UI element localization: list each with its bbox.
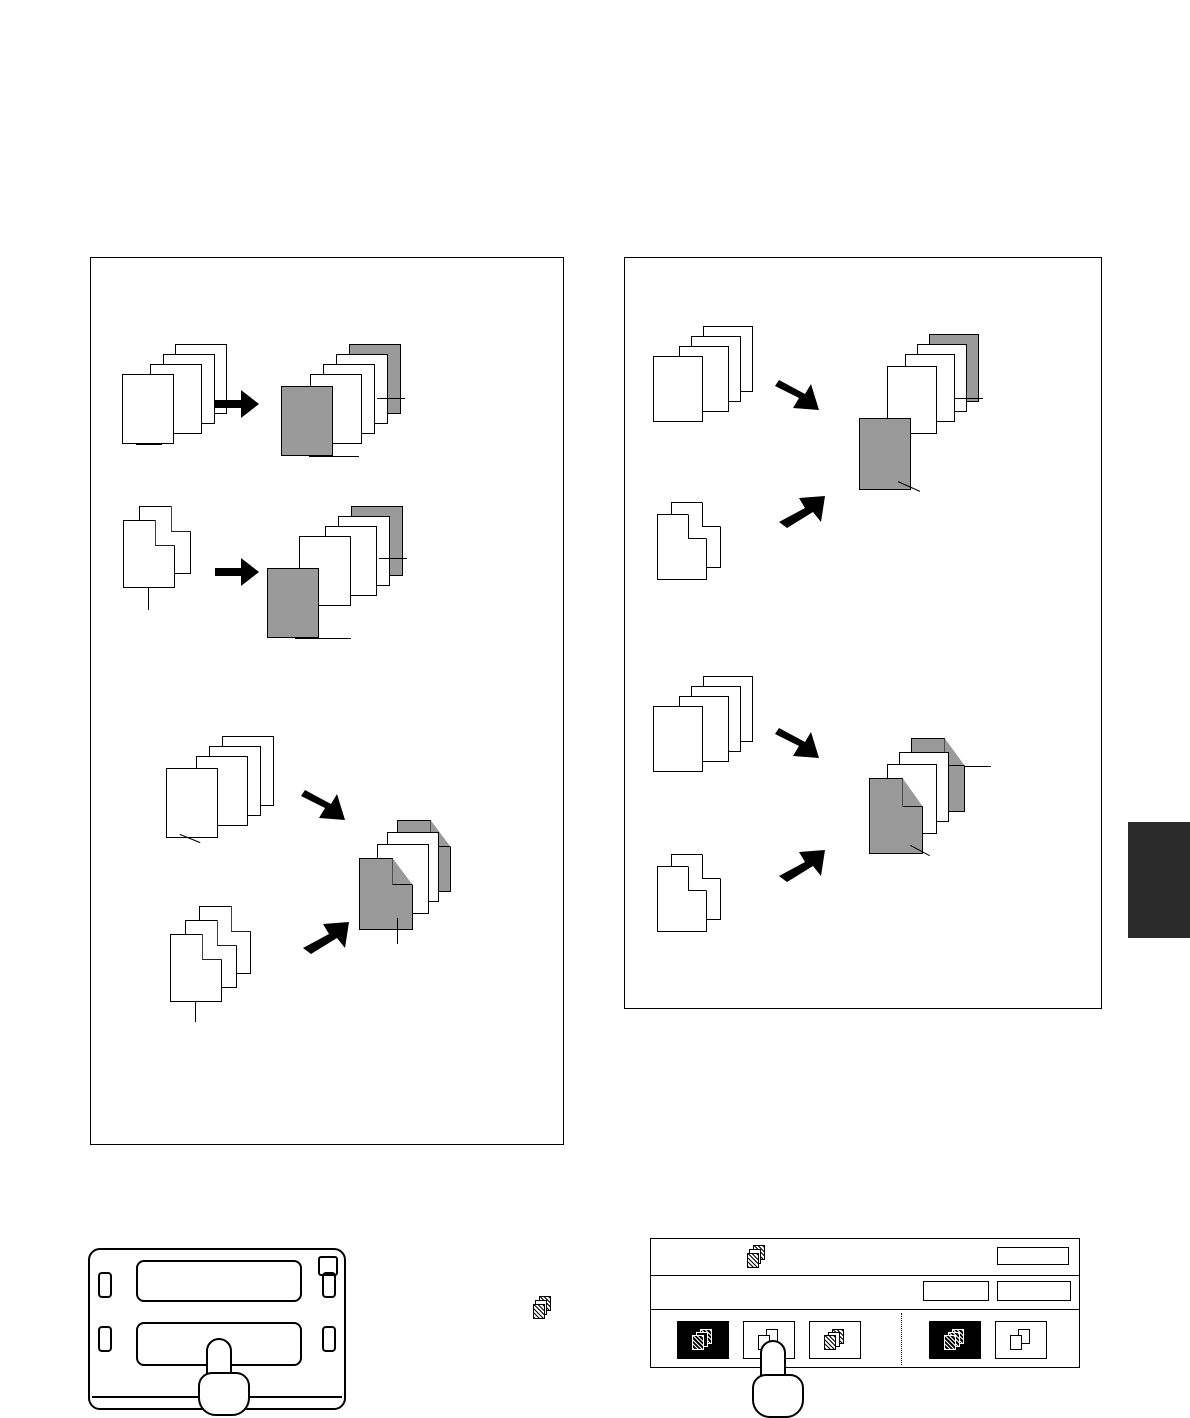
back-cover-sheet	[281, 386, 333, 456]
corner-indicator	[318, 1256, 338, 1276]
back-cover-folded-sheet	[869, 778, 923, 854]
folded-sheet	[123, 520, 175, 588]
diagonal-arrow-icon	[775, 482, 827, 528]
page-edge-tab	[1128, 822, 1190, 938]
leader-line	[955, 398, 983, 399]
left-illustration-panel	[90, 257, 564, 1145]
folded-sheet	[170, 934, 222, 1002]
leader-line	[379, 558, 407, 559]
right-tab-bottom[interactable]	[322, 1326, 336, 1352]
back-cover-folded-sheet	[359, 858, 413, 930]
sheet	[653, 706, 703, 772]
section-separator	[901, 1313, 902, 1365]
row-pill-1[interactable]	[923, 1281, 989, 1301]
right-illustration-panel	[624, 257, 1102, 1009]
diagonal-arrow-icon	[775, 376, 827, 422]
back-cover-sheet	[267, 568, 319, 638]
row-pill-2[interactable]	[997, 1281, 1071, 1301]
row-divider	[651, 1309, 1079, 1310]
left-tab-bottom[interactable]	[98, 1326, 112, 1352]
header-divider	[651, 1275, 1079, 1276]
copy-stack-icon	[533, 1296, 559, 1322]
leader-line	[965, 766, 991, 767]
touch-screen-illustration	[650, 1238, 1080, 1368]
leader-line	[377, 398, 405, 399]
right-arrow-icon	[213, 386, 261, 422]
diagonal-arrow-icon	[775, 836, 827, 882]
mode-button-1[interactable]	[677, 1321, 729, 1359]
diagonal-arrow-icon	[301, 786, 353, 832]
header-status-pill[interactable]	[997, 1247, 1069, 1265]
leader-line	[295, 638, 351, 639]
top-display-button[interactable]	[136, 1260, 302, 1302]
single-copy-icon	[1010, 1329, 1032, 1351]
leader-line	[136, 444, 162, 445]
pointing-hand-cursor-left	[196, 1338, 266, 1418]
right-arrow-icon	[213, 554, 261, 590]
pointing-hand-cursor-right	[750, 1340, 820, 1418]
back-cover-sheet	[859, 418, 911, 490]
mode-button-5[interactable]	[995, 1321, 1047, 1359]
left-tab-top[interactable]	[98, 1272, 112, 1298]
header-copy-stack-icon	[747, 1245, 771, 1269]
diagonal-arrow-icon	[299, 908, 351, 954]
sheet	[653, 356, 703, 422]
copy-stack-icon	[692, 1329, 714, 1351]
stack-icon	[944, 1329, 966, 1351]
sheet	[122, 374, 174, 444]
diagonal-arrow-icon	[775, 724, 827, 770]
folded-sheet	[657, 866, 707, 932]
leader-line	[397, 918, 398, 944]
leader-line	[195, 1002, 196, 1022]
leader-line	[148, 588, 149, 610]
mode-button-4[interactable]	[929, 1321, 981, 1359]
sheet	[166, 768, 218, 838]
copy-stack-icon	[824, 1329, 846, 1351]
folded-sheet	[657, 514, 707, 580]
leader-line	[309, 456, 359, 457]
